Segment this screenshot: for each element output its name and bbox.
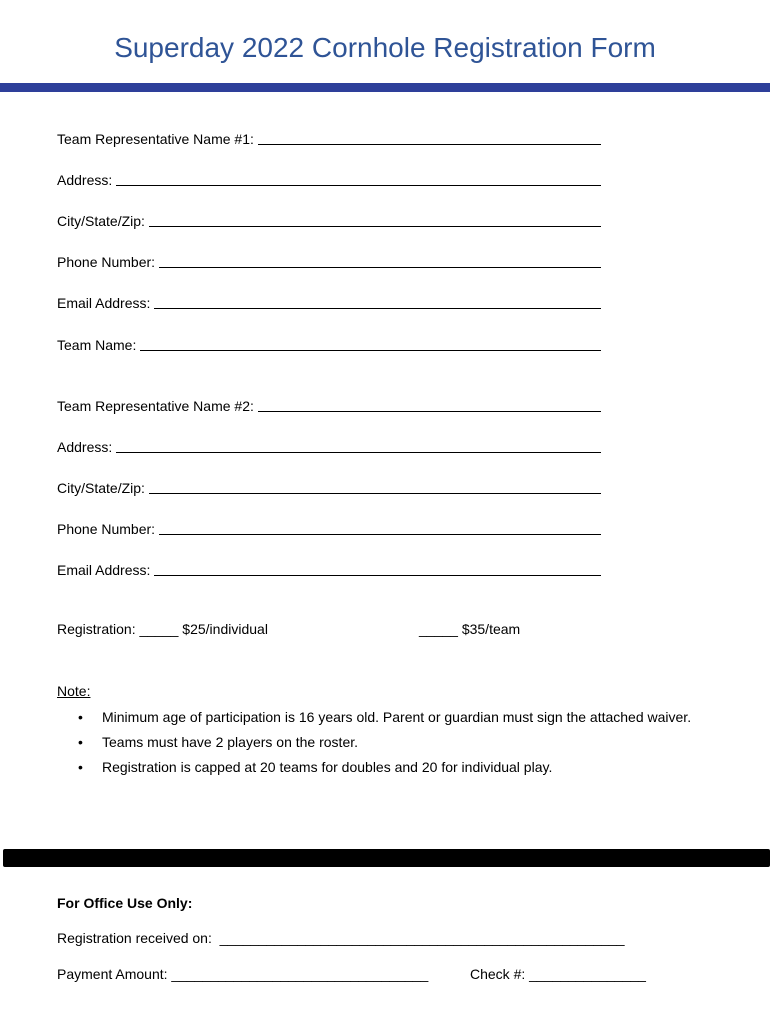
rep1-address-input-line[interactable] [116,171,601,186]
note-item-text: Teams must have 2 players on the roster. [102,734,359,750]
bullet-icon: • [78,709,83,725]
rep2-email-label: Email Address: [57,562,151,578]
note-heading: Note: [57,683,91,699]
rep2-phone-field[interactable] [57,518,601,538]
rep2-city-label: City/State/Zip: [57,480,145,496]
registration-individual-option[interactable]: Registration: _____ $25/individual [57,621,268,637]
note-item [57,757,717,778]
rep2-email-input-line[interactable] [154,561,601,576]
team-name-label: Team Name: [57,337,137,353]
rep1-name-label: Team Representative Name #1: [57,131,254,147]
rep1-email-input-line[interactable] [154,294,601,309]
rep2-address-input-line[interactable] [116,438,601,453]
rep1-city-input-line[interactable] [149,212,601,227]
title-underline-bar [0,83,770,92]
rep2-name-field[interactable] [57,395,601,415]
rep1-address-label: Address: [57,172,113,188]
team-name-input-line[interactable] [140,336,601,351]
rep1-city-label: City/State/Zip: [57,213,145,229]
rep2-name-input-line[interactable] [258,397,601,412]
rep2-phone-label: Phone Number: [57,521,156,537]
rep1-phone-input-line[interactable] [159,253,601,268]
registration-received-field[interactable]: Registration received on: ____________________________________________________ [57,930,625,946]
rep2-address-label: Address: [57,439,113,455]
rep1-email-field[interactable] [57,292,601,312]
rep1-name-input-line[interactable] [258,130,601,145]
bullet-icon: • [78,734,83,750]
rep2-city-input-line[interactable] [149,479,601,494]
note-item [57,707,717,728]
office-use-heading: For Office Use Only: [57,895,193,911]
rep2-phone-input-line[interactable] [159,520,601,535]
rep2-email-field[interactable] [57,559,601,579]
rep1-phone-label: Phone Number: [57,254,156,270]
rep2-city-field[interactable] [57,477,601,497]
note-list [57,707,717,782]
note-item-text: Minimum age of participation is 16 years old. Parent or guardian must sign the attached waiver. [102,709,692,725]
rep1-email-label: Email Address: [57,295,151,311]
rep2-address-field[interactable] [57,436,601,456]
rep1-city-field[interactable] [57,210,601,230]
bullet-icon: • [78,759,83,775]
rep1-address-field[interactable] [57,169,601,189]
rep1-name-field[interactable] [57,128,601,148]
team-name-field[interactable] [57,334,601,354]
note-item [57,732,717,753]
note-item-text: Registration is capped at 20 teams for doubles and 20 for individual play. [102,759,553,775]
form-title: Superday 2022 Cornhole Registration Form [114,32,656,63]
rep2-name-label: Team Representative Name #2: [57,398,254,414]
registration-team-option[interactable]: _____ $35/team [419,621,521,637]
payment-amount-field[interactable]: Payment Amount: _________________________________ [57,966,429,982]
check-number-field[interactable]: Check #: _______________ [470,966,646,982]
rep1-phone-field[interactable] [57,251,601,271]
section-divider-bar [3,849,770,867]
